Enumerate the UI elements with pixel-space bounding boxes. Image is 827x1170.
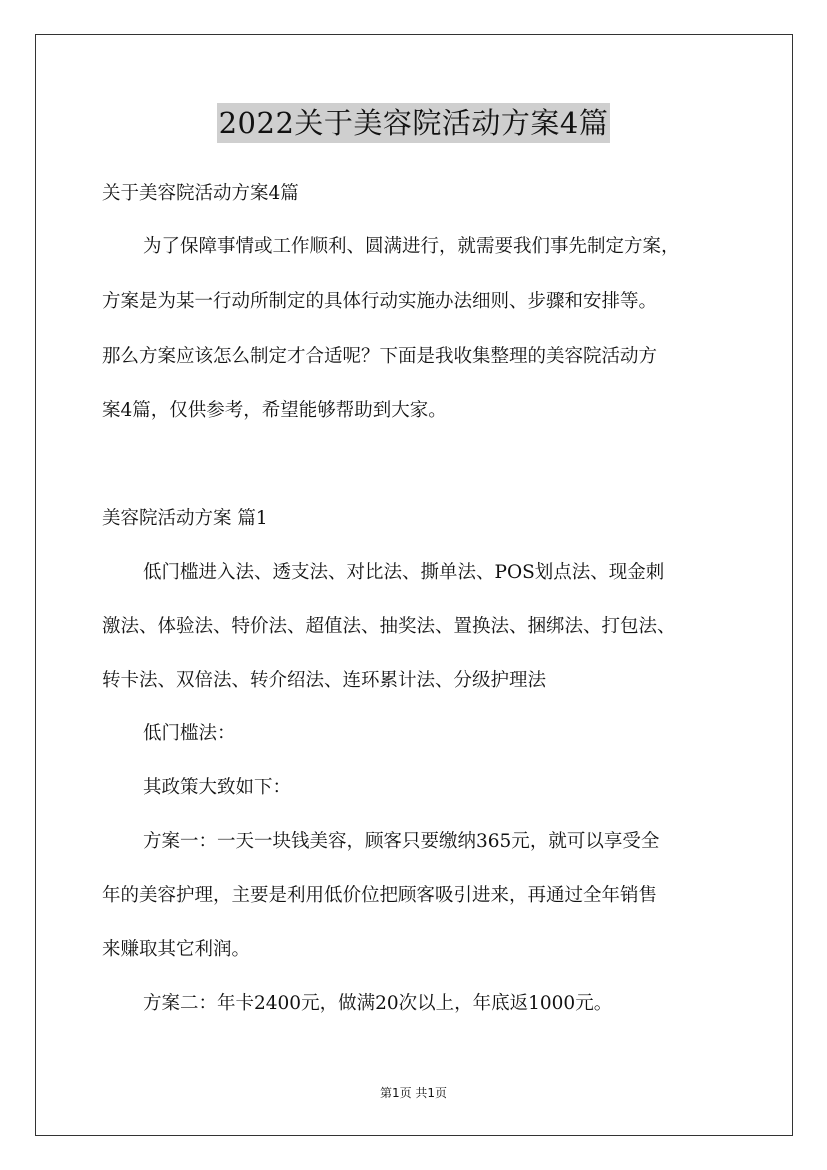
intro-line-2: 方案是为某一行动所制定的具体行动实施办法细则、步骤和安排等。: [102, 291, 658, 312]
document-subtitle: 关于美容院活动方案4篇: [102, 183, 299, 204]
methods-line-2: 激法、体验法、特价法、超值法、抽奖法、置换法、捆绑法、打包法、: [102, 616, 676, 637]
intro-line-1: 为了保障事情或工作顺利、圆满进行，就需要我们事先制定方案，: [143, 236, 680, 257]
intro-line-3: 那么方案应该怎么制定才合适呢？下面是我收集整理的美容院活动方: [102, 346, 658, 367]
plan-two-line: 方案二：年卡2400元，做满20次以上，年底返1000元。: [143, 993, 613, 1014]
title-container: [0, 103, 827, 143]
methods-line-3: 转卡法、双倍法、转介绍法、连环累计法、分级护理法: [102, 670, 547, 691]
plan-one-line-2: 年的美容护理，主要是利用低价位把顾客吸引进来，再通过全年销售: [102, 885, 658, 906]
plan-one-line-3: 来赚取其它利润。: [102, 939, 251, 960]
policy-label: 其政策大致如下：: [143, 777, 292, 798]
methods-line-1: 低门槛进入法、透支法、对比法、撕单法、POS划点法、现金刺: [143, 562, 665, 583]
intro-line-4: 案4篇，仅供参考，希望能够帮助到大家。: [102, 400, 447, 421]
low-threshold-label: 低门槛法：: [143, 723, 236, 744]
document-title: 2022关于美容院活动方案4篇: [217, 103, 611, 143]
section-heading: 美容院活动方案 篇1: [102, 508, 268, 529]
plan-one-line-1: 方案一：一天一块钱美容，顾客只要缴纳365元，就可以享受全: [143, 831, 660, 852]
page-footer: 第1页 共1页: [379, 1086, 448, 1100]
